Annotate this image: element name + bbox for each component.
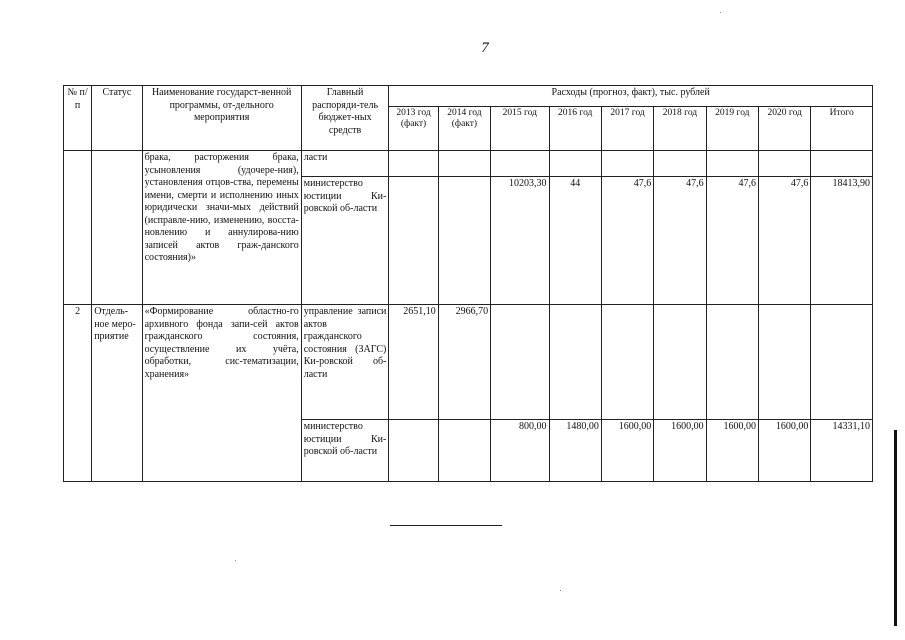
header-year-2020: 2020 год	[759, 107, 811, 151]
row2-manager-b: министерство юстиции Ки-ровской об-ласти	[301, 420, 389, 482]
value-cell	[601, 305, 653, 420]
row1-num-cell	[64, 151, 92, 305]
table-row	[64, 305, 873, 420]
row2-num: 2	[64, 305, 92, 482]
value-cell	[759, 305, 811, 420]
header-year-2015: 2015 год	[491, 107, 549, 151]
row1-status-cell	[92, 151, 142, 305]
header-expenses: Расходы (прогноз, факт), тыс. рублей	[389, 86, 873, 107]
page-number: 7	[481, 40, 489, 56]
footer-divider	[390, 525, 502, 526]
cell	[759, 151, 811, 177]
value-cell: 1600,00	[759, 420, 811, 482]
header-year-2016: 2016 год	[549, 107, 601, 151]
value-cell: 18413,90	[811, 177, 873, 305]
cell	[601, 151, 653, 177]
value-cell: 47,6	[706, 177, 758, 305]
value-cell	[706, 305, 758, 420]
value-cell	[389, 177, 438, 305]
scan-speck	[720, 12, 721, 13]
value-cell	[654, 305, 706, 420]
row1-manager-b: министерство юстиции Ки-ровской об-ласти	[301, 177, 389, 305]
row2-manager-a: управление записи актов гражданского состояния (ЗАГС) Ки-ровской об-ласти	[301, 305, 389, 420]
value-cell	[491, 305, 549, 420]
header-year-2019: 2019 год	[706, 107, 758, 151]
scan-speck	[235, 560, 236, 561]
header-status: Статус	[92, 86, 142, 151]
value-cell: 14331,10	[811, 420, 873, 482]
value-cell: 10203,30	[491, 177, 549, 305]
scan-edge-mark	[894, 430, 897, 626]
cell	[654, 151, 706, 177]
table-row	[64, 151, 873, 177]
value-cell: 1600,00	[601, 420, 653, 482]
header-year-2014: 2014 год (факт)	[438, 107, 490, 151]
value-cell: 47,6	[601, 177, 653, 305]
header-num: № п/п	[64, 86, 92, 151]
cell	[549, 151, 601, 177]
header-year-2017: 2017 год	[601, 107, 653, 151]
row1-name: брака, расторжения брака, усыновления (удочере-ния), установления отцов-ства, перемены имени, смерти и исполнению иных юридически значи-мых действий (исправле-нию, изменению, восста-новлению и аннулирова-нию записей актов граж-данского состояния)»	[142, 151, 301, 305]
value-cell: 2966,70	[438, 305, 490, 420]
value-cell: 47,6	[654, 177, 706, 305]
cell	[811, 151, 873, 177]
value-cell: 44	[549, 177, 601, 305]
value-cell: 47,6	[759, 177, 811, 305]
cell	[491, 151, 549, 177]
scan-speck	[560, 590, 561, 591]
budget-table	[63, 85, 873, 482]
row2-status: Отдель-ное меро-приятие	[92, 305, 142, 482]
value-cell	[549, 305, 601, 420]
row1-manager-a: ласти	[301, 151, 389, 177]
value-cell	[811, 305, 873, 420]
cell	[706, 151, 758, 177]
header-year-2013: 2013 год (факт)	[389, 107, 438, 151]
value-cell: 2651,10	[389, 305, 438, 420]
cell	[438, 151, 490, 177]
value-cell: 800,00	[491, 420, 549, 482]
row2-name: «Формирование областно-го архивного фонда запи-сей актов гражданского состояния, осуществление их учёта, обработки, сис-тематизации, хранения»	[142, 305, 301, 482]
value-cell: 1480,00	[549, 420, 601, 482]
header-name: Наименование государст-венной программы, от-дельного мероприятия	[142, 86, 301, 151]
cell	[389, 151, 438, 177]
value-cell	[389, 420, 438, 482]
header-total: Итого	[811, 107, 873, 151]
value-cell: 1600,00	[706, 420, 758, 482]
value-cell	[438, 177, 490, 305]
value-cell: 1600,00	[654, 420, 706, 482]
header-manager: Главный распоряди-тель бюджет-ных средств	[301, 86, 389, 151]
value-cell	[438, 420, 490, 482]
header-year-2018: 2018 год	[654, 107, 706, 151]
